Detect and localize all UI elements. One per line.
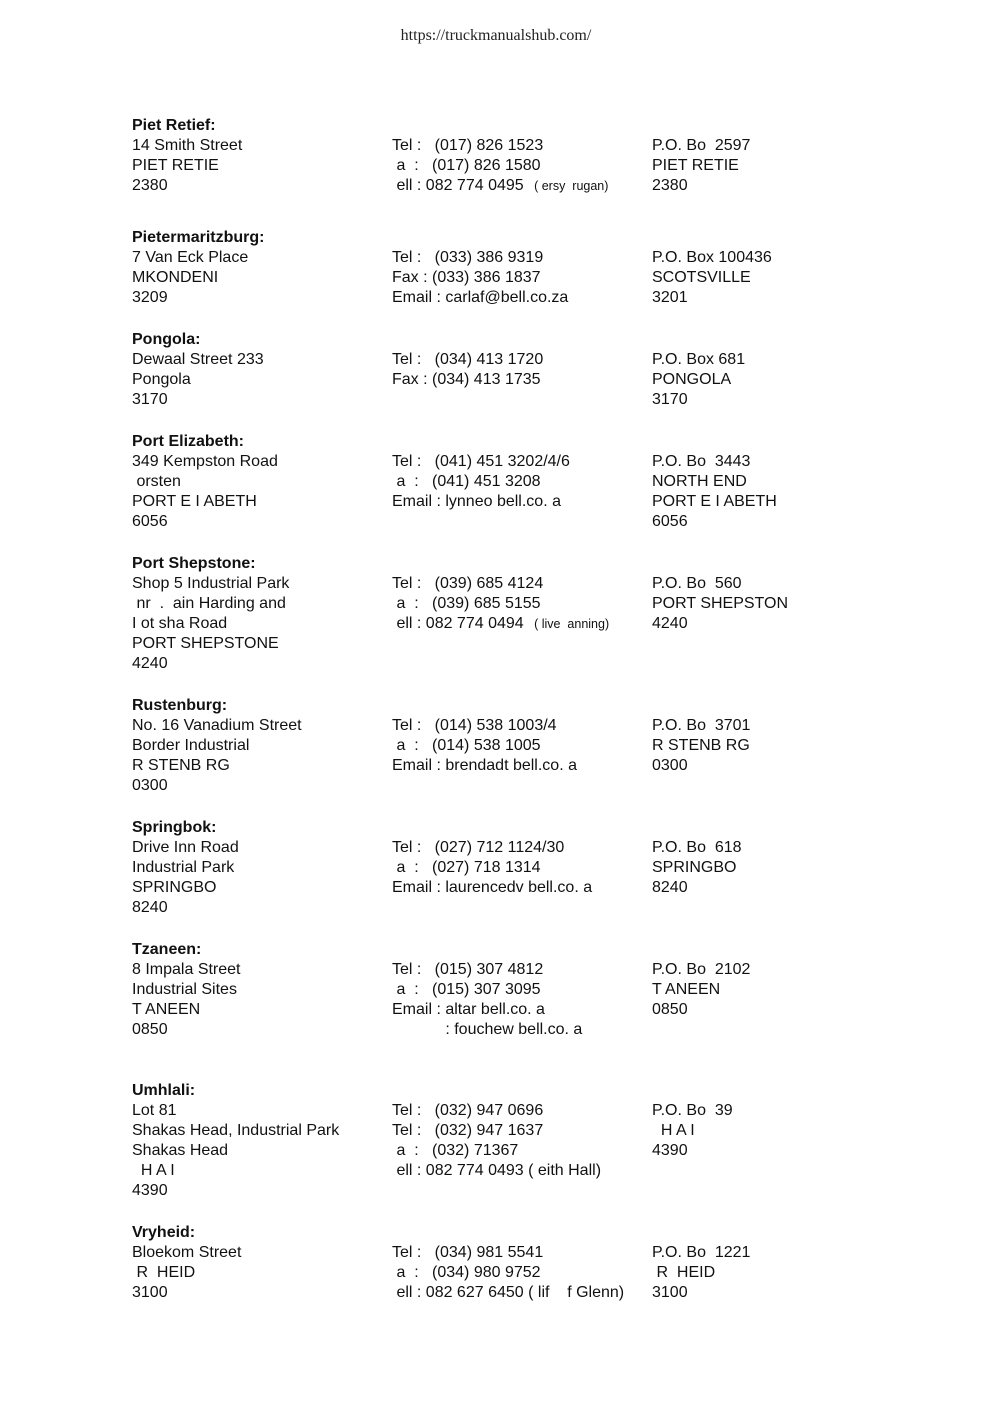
street-address bbox=[132, 838, 239, 918]
contact-details bbox=[392, 838, 592, 898]
postal-line: P.O. Bo 3701 bbox=[652, 717, 751, 734]
address-line: Border Industrial bbox=[132, 737, 250, 754]
branch-title: Port Elizabeth: bbox=[132, 433, 245, 450]
branch-title: Vryheid: bbox=[132, 1224, 196, 1241]
contact-text: Tel : (017) 826 1523 bbox=[392, 137, 544, 154]
branch-pongola bbox=[132, 330, 852, 408]
postal-address bbox=[652, 574, 788, 634]
address-line: No. 16 Vanadium Street bbox=[132, 717, 302, 734]
contact-line bbox=[392, 838, 592, 858]
contact-text: a : (015) 307 3095 bbox=[392, 981, 541, 998]
branch-port-elizabeth bbox=[132, 432, 852, 530]
contact-line bbox=[392, 248, 568, 268]
address-line: 7 Van Eck Place bbox=[132, 249, 249, 266]
contact-line bbox=[392, 614, 609, 634]
contact-text: Tel : (039) 685 4124 bbox=[392, 575, 544, 592]
header-url: https://truckmanualshub.com/ bbox=[400, 27, 592, 44]
contact-line bbox=[392, 1283, 624, 1303]
contact-text: Email : laurencedv bell.co. a bbox=[392, 879, 593, 896]
postal-line: 2380 bbox=[652, 177, 688, 194]
branch-vryheid bbox=[132, 1223, 852, 1301]
contact-details bbox=[392, 574, 609, 634]
contact-text: Tel : (014) 538 1003/4 bbox=[392, 717, 557, 734]
address-line: 14 Smith Street bbox=[132, 137, 243, 154]
contact-text: : fouchew bell.co. a bbox=[392, 1021, 583, 1038]
contact-line bbox=[392, 1161, 601, 1181]
address-line: Shakas Head bbox=[132, 1142, 229, 1159]
contact-person-note: ( ersy rugan) bbox=[523, 179, 609, 193]
postal-line: PONGOLA bbox=[652, 371, 732, 388]
address-line: 3209 bbox=[132, 289, 168, 306]
branch-pietermaritzburg bbox=[132, 228, 852, 306]
contact-details bbox=[392, 960, 582, 1040]
contact-line bbox=[392, 176, 608, 196]
contact-text: a : (041) 451 3208 bbox=[392, 473, 541, 490]
postal-line: P.O. Bo 618 bbox=[652, 839, 742, 856]
contact-text: Fax : (034) 413 1735 bbox=[392, 371, 541, 388]
street-address bbox=[132, 1101, 339, 1201]
address-line: Industrial Park bbox=[132, 859, 235, 876]
contact-line bbox=[392, 136, 608, 156]
postal-line: P.O. Box 681 bbox=[652, 351, 746, 368]
address-line: Shakas Head, Industrial Park bbox=[132, 1122, 340, 1139]
contact-text: ell : 082 627 6450 ( lif f Glenn) bbox=[392, 1284, 625, 1301]
postal-address bbox=[652, 350, 745, 410]
postal-line: R STENB RG bbox=[652, 737, 750, 754]
branch-umhlali bbox=[132, 1081, 852, 1199]
address-line: PORT E I ABETH bbox=[132, 493, 257, 510]
postal-address bbox=[652, 1101, 733, 1161]
postal-address bbox=[652, 960, 750, 1020]
branch-title: Tzaneen: bbox=[132, 941, 202, 958]
contact-line bbox=[392, 594, 609, 614]
postal-line: 3170 bbox=[652, 391, 688, 408]
postal-line: 3201 bbox=[652, 289, 688, 306]
contact-text: Email : brendadt bell.co. a bbox=[392, 757, 577, 774]
address-line: 8 Impala Street bbox=[132, 961, 241, 978]
contact-text: Tel : (034) 413 1720 bbox=[392, 351, 544, 368]
branch-title: Springbok: bbox=[132, 819, 217, 836]
contact-text: Tel : (015) 307 4812 bbox=[392, 961, 544, 978]
postal-line: SCOTSVILLE bbox=[652, 269, 751, 286]
contact-line bbox=[392, 1020, 582, 1040]
contact-details bbox=[392, 1101, 601, 1181]
address-line: Shop 5 Industrial Park bbox=[132, 575, 290, 592]
branch-port-shepstone bbox=[132, 554, 852, 672]
address-line: 3100 bbox=[132, 1284, 168, 1301]
postal-line: NORTH END bbox=[652, 473, 747, 490]
postal-line: R HEID bbox=[652, 1264, 716, 1281]
address-line: Drive Inn Road bbox=[132, 839, 239, 856]
contact-line bbox=[392, 452, 570, 472]
address-line: Dewaal Street 233 bbox=[132, 351, 264, 368]
contact-text: Email : lynneo bell.co. a bbox=[392, 493, 561, 510]
branch-title: Piet Retief: bbox=[132, 117, 216, 134]
postal-line: SPRINGBO bbox=[652, 859, 737, 876]
address-line: T ANEEN bbox=[132, 1001, 201, 1018]
address-line: 0300 bbox=[132, 777, 168, 794]
address-line: MKONDENI bbox=[132, 269, 219, 286]
contact-text: a : (017) 826 1580 bbox=[392, 157, 541, 174]
contact-line bbox=[392, 1101, 601, 1121]
contact-text: a : (039) 685 5155 bbox=[392, 595, 541, 612]
contact-line bbox=[392, 288, 568, 308]
contact-text: a : (014) 538 1005 bbox=[392, 737, 541, 754]
postal-line: H A I bbox=[652, 1122, 695, 1139]
contact-text: Tel : (041) 451 3202/4/6 bbox=[392, 453, 570, 470]
postal-address bbox=[652, 716, 750, 776]
contact-details bbox=[392, 452, 570, 512]
address-line: nr . ain Harding and bbox=[132, 595, 286, 612]
postal-address bbox=[652, 452, 777, 532]
postal-line: PORT SHEPSTON bbox=[652, 595, 789, 612]
street-address bbox=[132, 574, 289, 674]
address-line: I ot sha Road bbox=[132, 615, 228, 632]
postal-line: 8240 bbox=[652, 879, 688, 896]
branch-springbok bbox=[132, 818, 852, 916]
contact-line bbox=[392, 472, 570, 492]
branch-title: Umhlali: bbox=[132, 1082, 196, 1099]
postal-line: 3100 bbox=[652, 1284, 688, 1301]
contact-line bbox=[392, 1141, 601, 1161]
postal-line: P.O. Bo 2102 bbox=[652, 961, 751, 978]
contact-text: Fax : (033) 386 1837 bbox=[392, 269, 541, 286]
contact-details bbox=[392, 136, 608, 196]
street-address bbox=[132, 960, 241, 1040]
contact-text: Email : carlaf@bell.co.za bbox=[392, 289, 569, 306]
contact-text: Tel : (032) 947 0696 bbox=[392, 1102, 544, 1119]
address-line: R STENB RG bbox=[132, 757, 230, 774]
address-line: Industrial Sites bbox=[132, 981, 237, 998]
contact-line bbox=[392, 960, 582, 980]
branch-title: Pietermaritzburg: bbox=[132, 229, 265, 246]
address-line: 0850 bbox=[132, 1021, 168, 1038]
contact-line bbox=[392, 350, 543, 370]
address-line: 349 Kempston Road bbox=[132, 453, 278, 470]
contact-person-note: ( live anning) bbox=[523, 617, 610, 631]
contact-text: Tel : (033) 386 9319 bbox=[392, 249, 544, 266]
contact-line bbox=[392, 268, 568, 288]
address-line: 3170 bbox=[132, 391, 168, 408]
postal-line: P.O. Bo 560 bbox=[652, 575, 742, 592]
address-line: Pongola bbox=[132, 371, 191, 388]
address-line: R HEID bbox=[132, 1264, 196, 1281]
address-line: orsten bbox=[132, 473, 181, 490]
contact-line bbox=[392, 878, 592, 898]
address-line: Bloekom Street bbox=[132, 1244, 242, 1261]
postal-address bbox=[652, 248, 772, 308]
postal-line: 6056 bbox=[652, 513, 688, 530]
contact-text: a : (027) 718 1314 bbox=[392, 859, 541, 876]
branch-rustenburg bbox=[132, 696, 852, 794]
contact-line bbox=[392, 756, 577, 776]
contact-details bbox=[392, 248, 568, 308]
street-address bbox=[132, 1243, 241, 1303]
branch-piet-retief bbox=[132, 116, 852, 194]
postal-line: PORT E I ABETH bbox=[652, 493, 777, 510]
address-line: PIET RETIE bbox=[132, 157, 219, 174]
contact-details bbox=[392, 1243, 624, 1303]
contact-text: Tel : (034) 981 5541 bbox=[392, 1244, 544, 1261]
postal-line: P.O. Box 100436 bbox=[652, 249, 772, 266]
address-line: H A I bbox=[132, 1162, 175, 1179]
contact-line bbox=[392, 492, 570, 512]
contact-line bbox=[392, 1243, 624, 1263]
postal-line: P.O. Bo 39 bbox=[652, 1102, 733, 1119]
address-line: 4390 bbox=[132, 1182, 168, 1199]
contact-line bbox=[392, 1121, 601, 1141]
contact-text: ell : 082 774 0495 bbox=[392, 177, 524, 194]
contact-text: a : (032) 71367 bbox=[392, 1142, 519, 1159]
contact-line bbox=[392, 716, 577, 736]
contact-line bbox=[392, 736, 577, 756]
postal-address bbox=[652, 136, 750, 196]
address-line: 2380 bbox=[132, 177, 168, 194]
branch-title: Port Shepstone: bbox=[132, 555, 256, 572]
street-address bbox=[132, 716, 302, 796]
contact-text: Tel : (027) 712 1124/30 bbox=[392, 839, 565, 856]
contact-line bbox=[392, 1263, 624, 1283]
postal-line: 0850 bbox=[652, 1001, 688, 1018]
postal-line: T ANEEN bbox=[652, 981, 721, 998]
contact-line bbox=[392, 574, 609, 594]
address-line: 4240 bbox=[132, 655, 168, 672]
postal-address bbox=[652, 838, 742, 898]
address-line: Lot 81 bbox=[132, 1102, 177, 1119]
contact-line bbox=[392, 156, 608, 176]
contact-text: a : (034) 980 9752 bbox=[392, 1264, 541, 1281]
contact-text: Email : altar bell.co. a bbox=[392, 1001, 545, 1018]
street-address bbox=[132, 452, 278, 532]
postal-line: 0300 bbox=[652, 757, 688, 774]
contact-line bbox=[392, 1000, 582, 1020]
contact-line bbox=[392, 370, 543, 390]
branch-tzaneen bbox=[132, 940, 852, 1038]
address-line: PORT SHEPSTONE bbox=[132, 635, 279, 652]
contact-text: ell : 082 774 0493 ( eith Hall) bbox=[392, 1162, 602, 1179]
street-address bbox=[132, 248, 248, 308]
contact-line bbox=[392, 858, 592, 878]
postal-line: P.O. Bo 2597 bbox=[652, 137, 751, 154]
postal-line: P.O. Bo 3443 bbox=[652, 453, 751, 470]
postal-line: P.O. Bo 1221 bbox=[652, 1244, 751, 1261]
street-address bbox=[132, 136, 242, 196]
branch-title: Pongola: bbox=[132, 331, 201, 348]
contact-text: ell : 082 774 0494 bbox=[392, 615, 524, 632]
postal-line: 4240 bbox=[652, 615, 688, 632]
contact-details bbox=[392, 350, 543, 390]
contact-details bbox=[392, 716, 577, 776]
postal-line: PIET RETIE bbox=[652, 157, 739, 174]
branch-title: Rustenburg: bbox=[132, 697, 228, 714]
address-line: 6056 bbox=[132, 513, 168, 530]
contact-line bbox=[392, 980, 582, 1000]
postal-line: 4390 bbox=[652, 1142, 688, 1159]
contact-text: Tel : (032) 947 1637 bbox=[392, 1122, 544, 1139]
address-line: SPRINGBO bbox=[132, 879, 217, 896]
postal-address bbox=[652, 1243, 750, 1303]
street-address bbox=[132, 350, 264, 410]
address-line: 8240 bbox=[132, 899, 168, 916]
